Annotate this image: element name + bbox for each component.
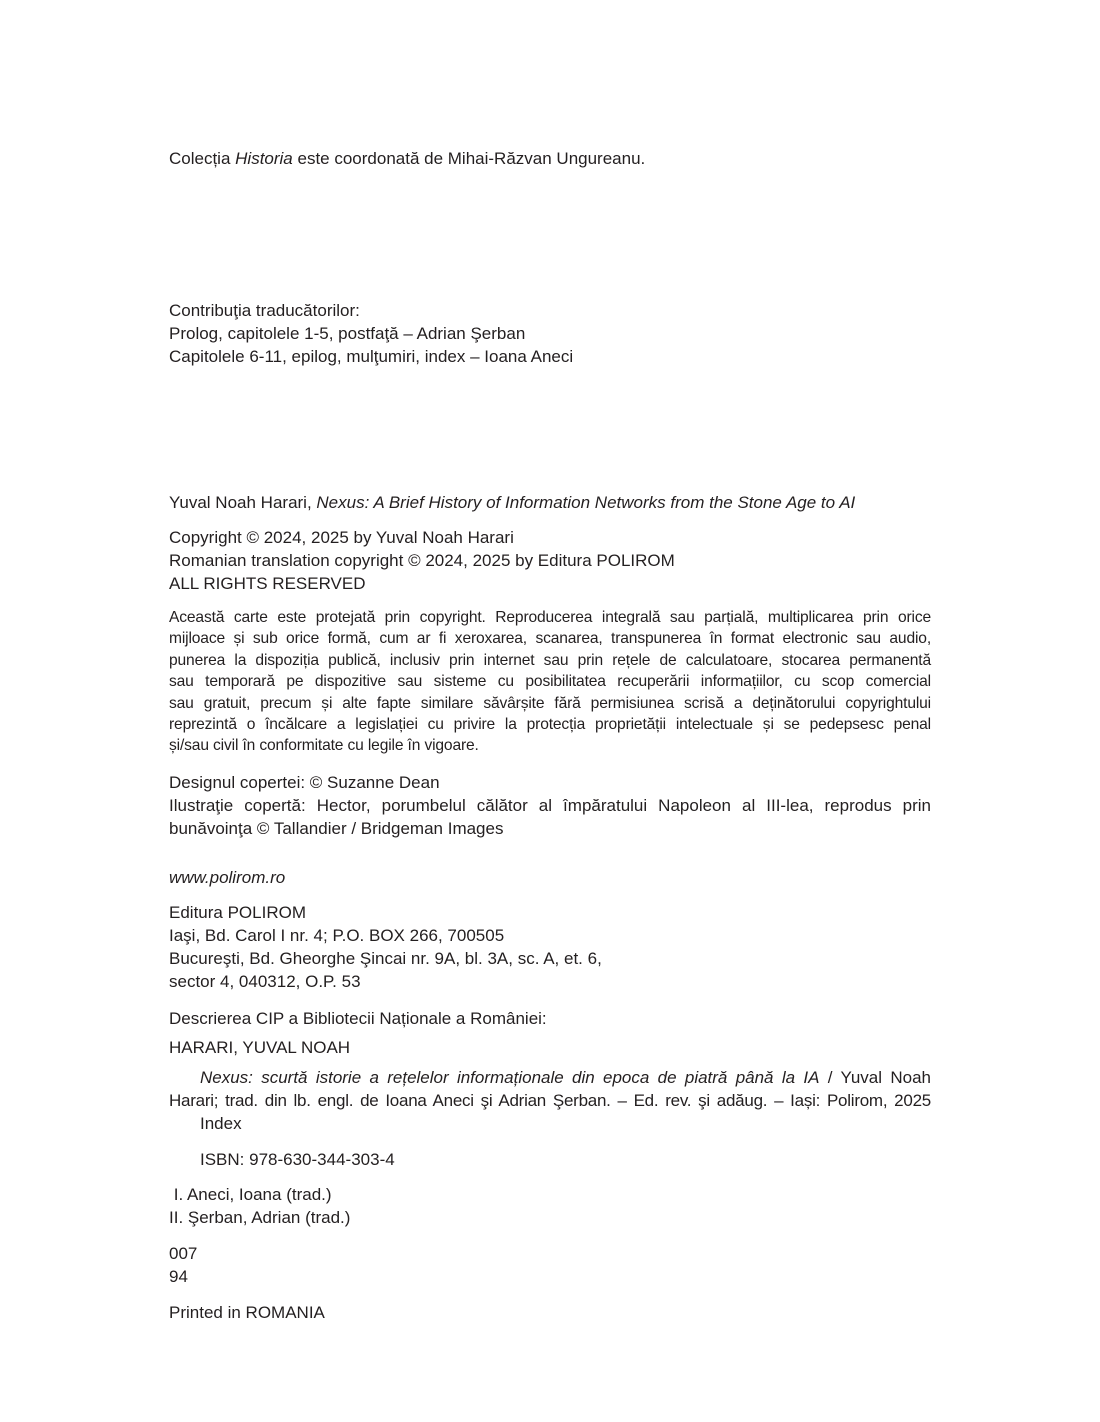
printed-in: Printed in ROMANIA — [169, 1303, 325, 1322]
legal-line: Această carte este protejată prin copyright. Reproducerea integrală sau parțială, multiplicarea prin orice — [169, 609, 931, 626]
isbn: ISBN: 978-630-344-303-4 — [200, 1150, 395, 1169]
legal-line: mijloace și sub orice formă, cum ar fi xeroxarea, scanarea, transpunerea în format electronic sau audio, — [169, 630, 931, 648]
publisher-line: Editura POLIROM — [169, 903, 306, 922]
contributor-line: I. Aneci, Ioana (trad.) — [169, 1185, 332, 1204]
publisher-line: Bucureşti, Bd. Gheorghe Şincai nr. 9A, bl. 3A, sc. A, et. 6, — [169, 949, 602, 968]
translator-line: Capitolele 6-11, epilog, mulţumiri, index – Ioana Aneci — [169, 347, 574, 366]
classification-code: 007 — [169, 1244, 198, 1263]
publisher-line: Iaşi, Bd. Carol I nr. 4; P.O. BOX 266, 700505 — [169, 926, 505, 945]
cip-title: Nexus: scurtă istorie a rețelelor informaționale din epoca de piatră până la IA — [200, 1068, 820, 1087]
cip-heading: Descrierea CIP a Bibliotecii Naționale a României: — [169, 1009, 547, 1028]
legal-line: punerea la dispoziția publică, inclusiv prin internet sau prin rețele de calculatoare, stocarea permanentă — [169, 651, 931, 669]
original-title: Nexus: A Brief History of Information Networks from the Stone Age to AI — [316, 493, 856, 512]
website-link[interactable]: www.polirom.ro — [169, 868, 286, 887]
series-name: Historia — [235, 149, 293, 168]
contributor-line: II. Şerban, Adrian (trad.) — [169, 1208, 351, 1227]
legal-line: sau gratuit, precum și alte fapte similare săvârșite fără permisiunea scrisă a deținătorului copyrightului — [169, 694, 931, 712]
cip-index: Index — [200, 1114, 242, 1133]
cip-author: HARARI, YUVAL NOAH — [169, 1038, 351, 1057]
legal-line: și/sau civil în conformitate cu legile în vigoare. — [169, 737, 479, 755]
translators-heading: Contribuţia traducătorilor: — [169, 301, 360, 320]
legal-notice — [169, 607, 931, 757]
cip-title-line: Nexus: scurtă istorie a rețelelor informaționale din epoca de piatră până la IA / Yuval Noah — [200, 1068, 931, 1087]
credit-line: Designul copertei: © Suzanne Dean — [169, 773, 440, 792]
cip-details: Harari; trad. din lb. engl. de Ioana Aneci şi Adrian Şerban. – Ed. rev. şi adăug. – Iași: Polirom, 2025 — [169, 1091, 931, 1110]
classification-code: 94 — [169, 1267, 188, 1286]
translator-line: Prolog, capitolele 1-5, postfaţă – Adrian Şerban — [169, 324, 526, 343]
collection-note: Colecția Historia este coordonată de Mihai-Răzvan Ungureanu. — [169, 149, 646, 168]
credit-line: bunăvoinţa © Tallandier / Bridgeman Images — [169, 819, 504, 838]
publisher-line: sector 4, 040312, O.P. 53 — [169, 972, 361, 991]
credit-line: Ilustraţie copertă: Hector, porumbelul călător al împăratului Napoleon al III-lea, reprodus prin — [169, 796, 931, 815]
copyright-line: ALL RIGHTS RESERVED — [169, 574, 366, 593]
legal-line: reprezintă o încălcare a legislației cu privire la protecția proprietății intelectuale și se pedepsesc penal — [169, 716, 931, 734]
legal-line: sau temporară pe dispozitive sau sisteme cu posibilitatea recuperării informațiilor, cu scop comercial — [169, 673, 931, 691]
copyright-line: Romanian translation copyright © 2024, 2025 by Editura POLIROM — [169, 551, 675, 570]
original-title-line: Yuval Noah Harari, Nexus: A Brief History of Information Networks from the Stone Age to AI — [169, 493, 856, 512]
copyright-line: Copyright © 2024, 2025 by Yuval Noah Harari — [169, 528, 514, 547]
